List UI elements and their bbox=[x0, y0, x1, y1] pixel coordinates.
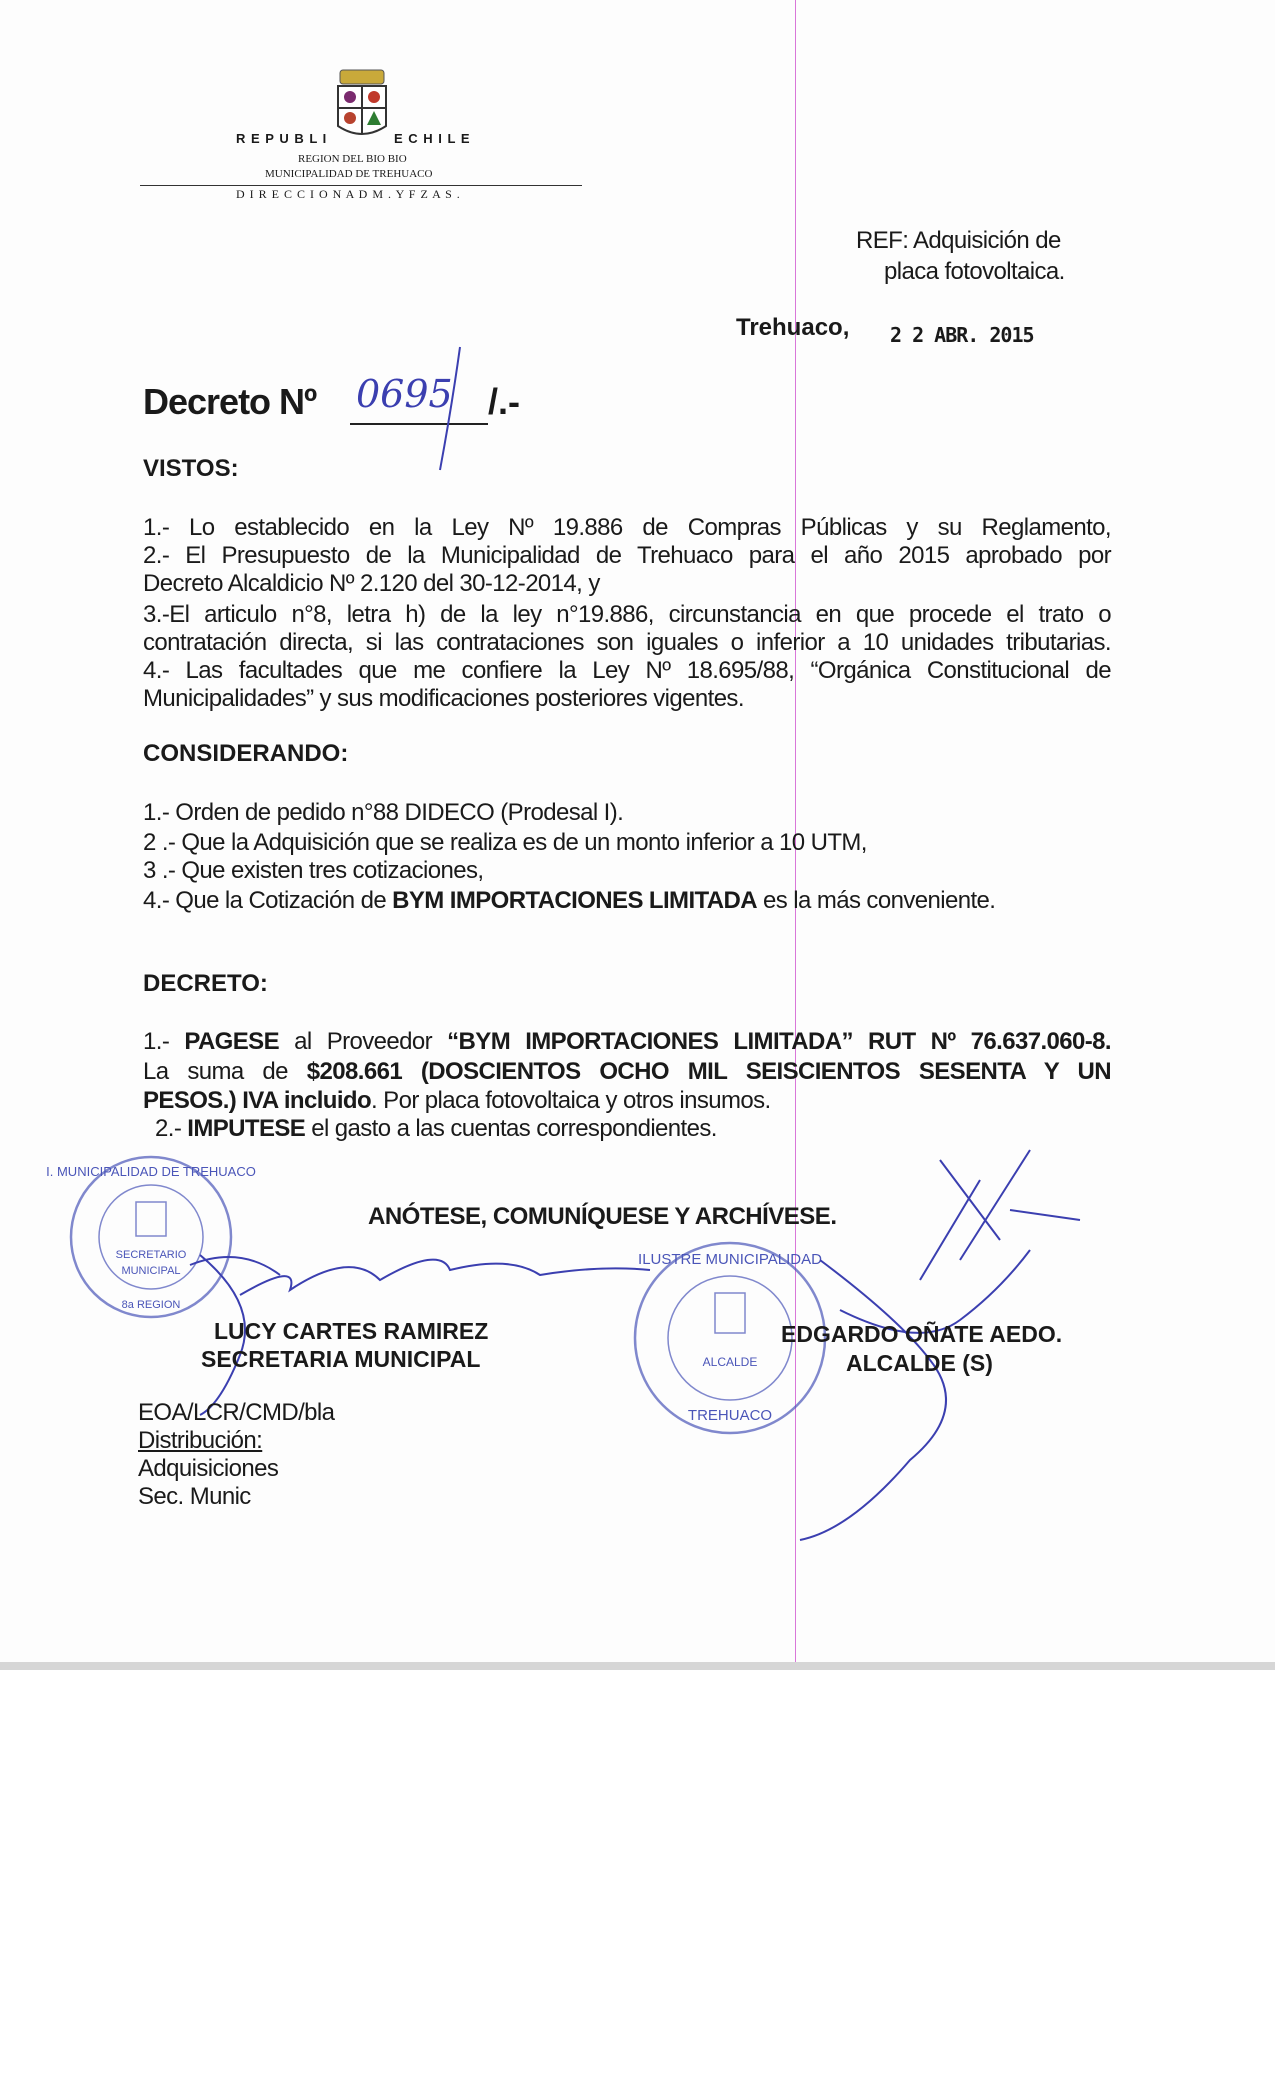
letterhead-country-left: R E P U B L I bbox=[236, 131, 328, 146]
stamp-ring-text: I. MUNICIPALIDAD DE TREHUACO bbox=[46, 1164, 256, 1179]
decreto-line bbox=[155, 1116, 1123, 1142]
decree-label: Decreto Nº bbox=[143, 381, 317, 422]
signatory-name: LUCY CARTES RAMIREZ bbox=[214, 1318, 489, 1344]
text: el gasto a las cuentas correspondientes. bbox=[305, 1115, 717, 1142]
decreto-line bbox=[143, 1059, 1111, 1085]
text: al Proveedor bbox=[278, 1028, 448, 1055]
amount: $208.661 (DOSCIENTOS OCHO MIL SEISCIENTOS SESENTA Y UN bbox=[306, 1058, 1111, 1085]
distribution-recipient: Sec. Munic bbox=[138, 1483, 251, 1510]
stamp-center-text: ALCALDE bbox=[702, 1355, 758, 1369]
handwritten-slash bbox=[430, 345, 470, 475]
text: 4.- Que la Cotización de bbox=[143, 887, 393, 914]
considerando-line: 1.- Orden de pedido n°88 DIDECO (Prodesal I). bbox=[143, 799, 624, 826]
vistos-line: contratación directa, si las contrataciones son iguales o inferior a 10 unidades tributarias. bbox=[143, 629, 1111, 656]
ref-line-1: REF: Adquisición de bbox=[856, 227, 1061, 254]
initials: EOA/LCR/CMD/bla bbox=[138, 1399, 335, 1426]
place-label: Trehuaco, bbox=[736, 314, 850, 341]
considerando-line: 2 .- Que la Adquisición que se realiza es de un monto inferior a 10 UTM, bbox=[143, 829, 867, 856]
decreto-line bbox=[143, 1088, 1111, 1114]
vistos-heading: VISTOS: bbox=[143, 455, 239, 482]
stamp-ring-text: ILUSTRE MUNICIPALIDAD bbox=[638, 1251, 822, 1268]
letterhead-divider bbox=[140, 185, 582, 186]
letterhead-region: REGION DEL BIO BIO bbox=[298, 153, 407, 165]
closing-formula: ANÓTESE, COMUNÍQUESE Y ARCHÍVESE. bbox=[368, 1203, 837, 1230]
vistos-line: 4.- Las facultades que me confiere la Ley Nº 18.695/88, “Orgánica Constitucional de bbox=[143, 657, 1111, 684]
text: PAGESE bbox=[184, 1028, 279, 1055]
text: 2.- bbox=[155, 1115, 188, 1142]
coat-of-arms-logo bbox=[336, 70, 388, 142]
vistos-line: 3.-El articulo n°8, letra h) de la ley n°19.886, circunstancia en que procede el trato o bbox=[143, 601, 1111, 628]
considerando-line bbox=[143, 888, 1111, 914]
text: 1.- bbox=[143, 1028, 185, 1055]
text: PESOS.) IVA incluido bbox=[143, 1087, 372, 1114]
ref-line-2: placa fotovoltaica. bbox=[884, 258, 1065, 285]
stamp-bottom-text: 8a REGION bbox=[121, 1299, 181, 1311]
stamp-bottom-text: TREHUACO bbox=[687, 1407, 773, 1424]
distribution-label: Distribución: bbox=[138, 1427, 263, 1454]
decreto-line bbox=[143, 1029, 1111, 1055]
letterhead-department: D I R E C C I O N A D M . Y F Z A S . bbox=[236, 187, 461, 201]
letterhead-municipality: MUNICIPALIDAD DE TREHUACO bbox=[265, 168, 433, 180]
vistos-line: 1.- Lo establecido en la Ley Nº 19.886 de Compras Públicas y su Reglamento, bbox=[143, 514, 1111, 541]
signatory-title: ALCALDE (S) bbox=[846, 1350, 993, 1376]
text: IMPUTESE bbox=[187, 1115, 306, 1142]
text: . Por placa fotovoltaica y otros insumos. bbox=[371, 1087, 771, 1114]
stamp-center-text: MUNICIPAL bbox=[121, 1265, 181, 1277]
vistos-line: Municipalidades” y sus modificaciones posteriores vigentes. bbox=[143, 685, 744, 712]
letterhead-country-right: E C H I L E bbox=[394, 131, 471, 146]
decree-suffix: /.- bbox=[488, 381, 520, 422]
stamp-center-text: SECRETARIO bbox=[115, 1249, 187, 1261]
distribution-recipient: Adquisiciones bbox=[138, 1455, 279, 1482]
date-stamp: 2 2 ABR. 2015 bbox=[890, 323, 1034, 347]
signatory-name: EDGARDO OÑATE AEDO. bbox=[781, 1321, 1063, 1347]
decreto-heading: DECRETO: bbox=[143, 970, 268, 997]
text: La suma de bbox=[143, 1058, 307, 1085]
vistos-line: 2.- El Presupuesto de la Municipalidad de Trehuaco para el año 2015 aprobado por bbox=[143, 542, 1111, 569]
decree-number-handwritten: 0695 bbox=[356, 372, 453, 416]
considerando-line: 3 .- Que existen tres cotizaciones, bbox=[143, 857, 484, 884]
considerando-heading: CONSIDERANDO: bbox=[143, 740, 349, 767]
supplier-name: BYM IMPORTACIONES LIMITADA bbox=[392, 887, 757, 914]
vistos-line: Decreto Alcaldicio Nº 2.120 del 30-12-2014, y bbox=[143, 570, 600, 597]
text: es la más conveniente. bbox=[756, 887, 996, 914]
text: “BYM IMPORTACIONES LIMITADA” RUT Nº 76.637.060-8. bbox=[447, 1028, 1111, 1055]
signatory-title: SECRETARIA MUNICIPAL bbox=[201, 1346, 481, 1372]
